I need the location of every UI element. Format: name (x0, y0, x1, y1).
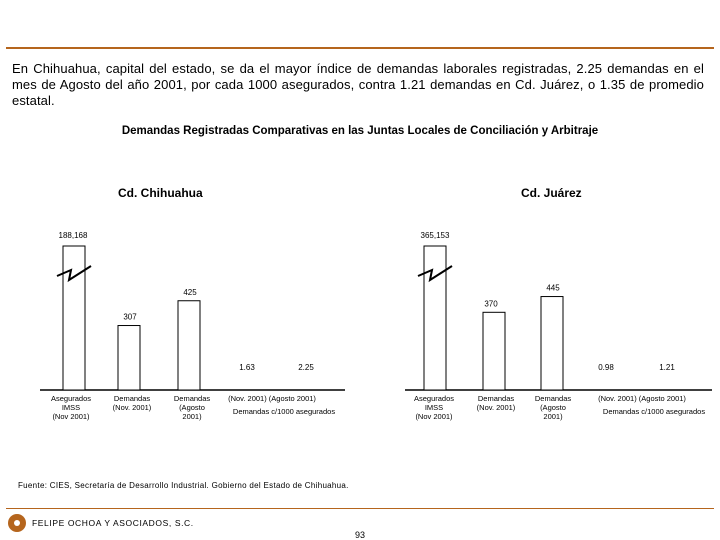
ratio-value-label: 1.63 (239, 363, 255, 372)
chart-juarez (405, 231, 712, 421)
bar-value-label: 188,168 (58, 231, 88, 240)
category-label: Asegurados (413, 394, 455, 403)
page-number: 93 (355, 530, 366, 540)
category-label: IMSS (61, 403, 81, 412)
category-label: (Nov. 2001) (112, 403, 152, 412)
category-label: (Nov. 2001) (476, 403, 516, 412)
company-name: FELIPE OCHOA Y ASOCIADOS, S.C. (32, 518, 194, 528)
category-label: Demandas (477, 394, 515, 403)
category-label: Demandas (534, 394, 572, 403)
source-note: Fuente: CIES, Secretaría de Desarrollo Industrial. Gobierno del Estado de Chihuahua. (18, 481, 349, 490)
circle-logo-icon (8, 514, 26, 532)
ratio-value-label: 2.25 (298, 363, 314, 372)
ratio-value-label: 1.21 (659, 363, 675, 372)
bar (63, 246, 85, 390)
category-label: (Agosto (540, 403, 566, 412)
category-label: (Nov 2001) (415, 412, 453, 421)
footer-rule (6, 508, 714, 509)
intro-paragraph: En Chihuahua, capital del estado, se da el mayor índice de demandas laborales registradas, 2.25 demandas en el mes de Agosto del año 2001, por cada 1000 asegurados, contra 1.21 demandas en Cd. Juárez, o 1.35 de promedio estatal. (12, 61, 704, 108)
category-label: 2001) (182, 412, 202, 421)
bar (541, 297, 563, 390)
chart-chihuahua (40, 231, 345, 421)
ratio-header-label: (Nov. 2001) (Agosto 2001) (598, 394, 686, 403)
chart-title-chihuahua: Cd. Chihuahua (118, 186, 203, 200)
category-label: Demandas (113, 394, 151, 403)
category-label: (Agosto (179, 403, 205, 412)
ratio-category-label: Demandas c/1000 asegurados (232, 407, 336, 416)
ratio-category-label: Demandas c/1000 asegurados (602, 407, 706, 416)
chart-title: Demandas Registradas Comparativas en las Juntas Locales de Conciliación y Arbitraje (121, 125, 599, 137)
bar (118, 326, 140, 390)
bar-value-label: 425 (183, 287, 197, 297)
bar (178, 301, 200, 390)
ratio-header-label: (Nov. 2001) (Agosto 2001) (228, 394, 316, 403)
bar-value-label: 370 (484, 299, 498, 309)
bar-value-label: 445 (546, 283, 560, 293)
bar-value-label: 365,153 (420, 231, 450, 240)
category-label: Asegurados (50, 394, 92, 403)
bar-value-label: 307 (123, 312, 137, 322)
chart-title-juarez: Cd. Juárez (521, 186, 582, 200)
category-label: (Nov 2001) (52, 412, 90, 421)
category-label: 2001) (543, 412, 563, 421)
bar (483, 312, 505, 390)
category-label: Demandas (173, 394, 211, 403)
ratio-value-label: 0.98 (598, 363, 614, 372)
category-label: IMSS (424, 403, 444, 412)
bar (424, 246, 446, 390)
